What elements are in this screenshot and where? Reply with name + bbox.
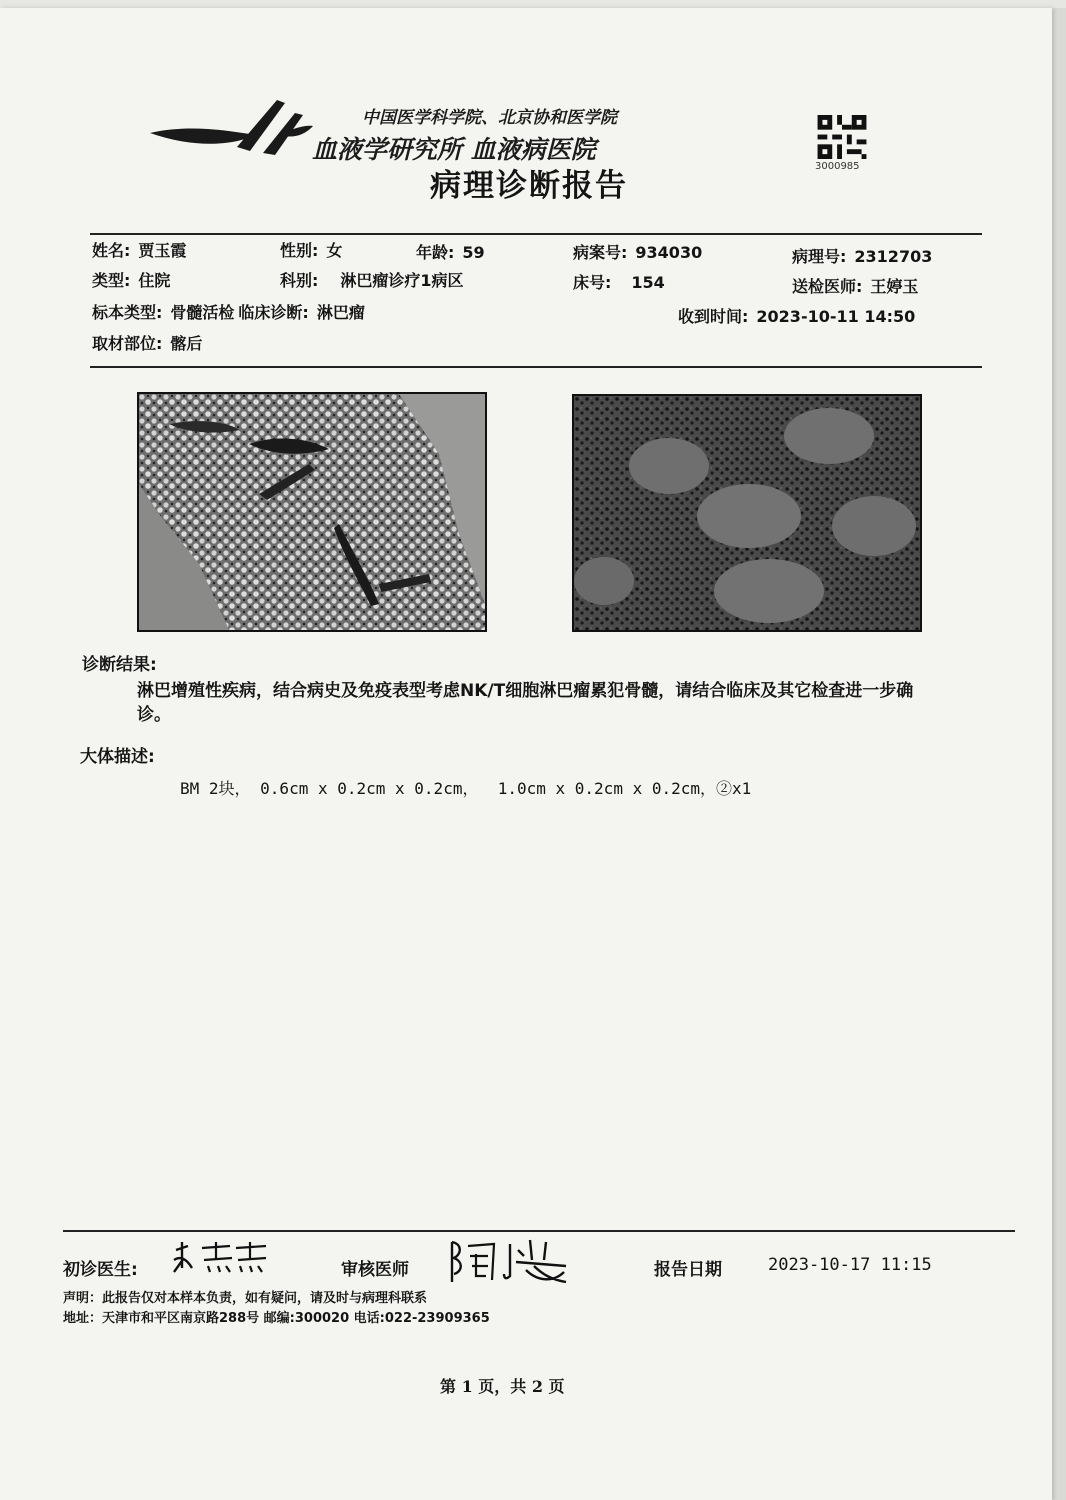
dept-value: 淋巴瘤诊疗1病区 (340, 271, 464, 290)
field-specimen (92, 300, 365, 323)
qr-number: 3000985 (815, 161, 860, 172)
received-value: 2023-10-11 14:50 (756, 307, 916, 326)
bed-label: 床号: (573, 273, 612, 292)
field-path-no (792, 244, 932, 267)
received-label: 收到时间: (678, 307, 749, 326)
sex-value: 女 (326, 241, 343, 260)
qr-code-icon (817, 115, 867, 159)
micrograph-high-power (572, 394, 922, 632)
field-doctor (792, 274, 918, 297)
page-number: 第 1 页，共 2 页 (440, 1377, 565, 1396)
field-sex (280, 238, 342, 261)
path-no-label: 病理号: (792, 247, 847, 266)
path-no-value: 2312703 (854, 247, 933, 266)
institution-name-line1: 中国医学科学院、北京协和医学院 (362, 108, 617, 128)
field-age (416, 240, 485, 263)
site-label: 取材部位: (92, 334, 163, 353)
reviewer-signature (446, 1236, 570, 1286)
scan-edge (0, 0, 1066, 8)
doctor-value: 王婷玉 (870, 277, 919, 296)
micrograph-low-power (137, 392, 487, 632)
institution-name-line2: 血液学研究所 血液病医院 (312, 135, 596, 164)
doctor-label: 送检医师: (792, 277, 863, 296)
disclaimer: 声明：此报告仅对本样本负责，如有疑问，请及时与病理科联系 (63, 1291, 428, 1306)
field-received (678, 304, 915, 327)
type-label: 类型: (92, 271, 131, 290)
report-date-label: 报告日期 (654, 1260, 722, 1280)
diagnosis-label: 诊断结果: (82, 655, 157, 675)
age-value: 59 (462, 243, 485, 262)
specimen-value: 骨髓活检 (170, 303, 235, 322)
field-name (92, 238, 186, 261)
name-label: 姓名: (92, 241, 131, 260)
clinical-dx-label: 临床诊断: (238, 303, 309, 322)
reviewer-label: 审核医师 (341, 1260, 409, 1280)
report-date-value: 2023-10-17 11:15 (768, 1255, 932, 1275)
type-value: 住院 (138, 271, 171, 290)
sex-label: 性别: (280, 241, 319, 260)
field-type (92, 268, 170, 291)
diagnosis-text: 淋巴增殖性疾病，结合病史及免疫表型考虑NK/T细胞淋巴瘤累犯骨髓，请结合临床及其它检查进一步确诊。 (137, 681, 914, 725)
clinical-dx-value: 淋巴瘤 (316, 303, 365, 322)
header-rule-bottom (90, 366, 982, 368)
case-no-label: 病案号: (573, 243, 628, 262)
bed-value: 154 (631, 273, 665, 292)
address: 地址：天津市和平区南京路288号 邮编:300020 电话:022-23909365 (63, 1311, 490, 1326)
age-label: 年龄: (416, 243, 455, 262)
field-bed (573, 270, 665, 293)
report-title: 病理诊断报告 (430, 168, 628, 204)
gross-text: BM 2块， 0.6cm x 0.2cm x 0.2cm， 1.0cm x 0.2cm x 0.2cm，②x1 (180, 779, 752, 798)
specimen-label: 标本类型: (92, 303, 163, 322)
field-case-no (573, 240, 702, 263)
dept-label: 科别: (280, 271, 319, 290)
field-site (92, 331, 202, 354)
hospital-logo-icon (145, 95, 315, 165)
site-value: 髂后 (170, 334, 203, 353)
name-value: 贾玉霞 (138, 241, 187, 260)
initial-doctor-signature (170, 1238, 270, 1280)
case-no-value: 934030 (635, 243, 703, 262)
header-rule-top (90, 233, 982, 235)
field-dept (280, 268, 464, 291)
gross-label: 大体描述: (80, 747, 155, 767)
initial-doctor-label: 初诊医生: (63, 1260, 138, 1280)
footer-rule (63, 1230, 1015, 1232)
